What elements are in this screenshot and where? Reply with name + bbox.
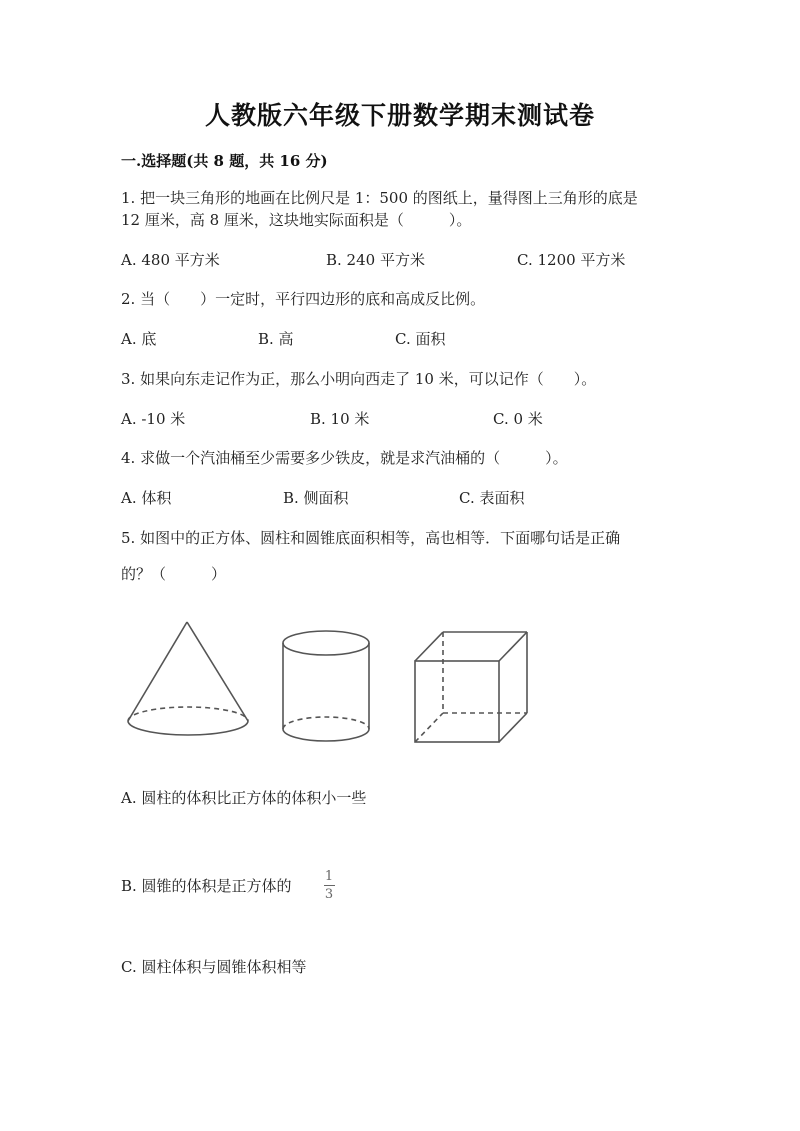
question-3-option-b: B. 10 米 xyxy=(310,410,370,428)
question-1-option-c: C. 1200 平方米 xyxy=(517,251,626,269)
question-3-option-c: C. 0 米 xyxy=(493,410,543,428)
section-heading: 一.选择题(共 8 题，共 16 分) xyxy=(121,152,328,170)
fraction-one-third xyxy=(322,870,336,901)
question-2-option-a: A. 底 xyxy=(121,330,157,348)
question-1-line-1: 1. 把一块三角形的地画在比例尺是 1：500 的图纸上，量得图上三角形的底是 xyxy=(121,189,638,207)
question-5-option-a: A. 圆柱的体积比正方体的体积小一些 xyxy=(121,789,367,807)
question-4-line-1: 4. 求做一个汽油桶至少需要多少铁皮，就是求汽油桶的（ ）。 xyxy=(121,449,568,467)
question-4-option-b: B. 侧面积 xyxy=(283,489,349,507)
question-3-line-1: 3. 如果向东走记作为正，那么小明向西走了 10 米，可以记作（ ）。 xyxy=(121,370,597,388)
question-5-option-c: C. 圆柱体积与圆锥体积相等 xyxy=(121,958,307,976)
question-5-option-b: B. 圆锥的体积是正方体的 xyxy=(121,877,292,895)
cylinder-shape xyxy=(283,631,369,741)
fraction-denominator: 3 xyxy=(324,887,334,902)
question-5-line-2: 的？（ ） xyxy=(121,565,227,583)
question-2-line-1: 2. 当（ ）一定时，平行四边形的底和高成反比例。 xyxy=(121,290,486,308)
fraction-numerator: 1 xyxy=(324,869,334,884)
question-4-option-c: C. 表面积 xyxy=(459,489,525,507)
cone-shape xyxy=(128,622,248,735)
question-2-option-c: C. 面积 xyxy=(395,330,446,348)
fraction-bar xyxy=(324,885,335,886)
question-1-option-a: A. 480 平方米 xyxy=(121,251,220,269)
page-title: 人教版六年级下册数学期末测试卷 xyxy=(204,101,595,130)
question-1-line-2: 12 厘米，高 8 厘米，这块地实际面积是（ ）。 xyxy=(121,211,472,229)
question-3-option-a: A. -10 米 xyxy=(121,410,186,428)
cube-shape xyxy=(415,632,527,742)
question-5-line-1: 5. 如图中的正方体、圆柱和圆锥底面积相等，高也相等．下面哪句话是正确 xyxy=(121,529,621,547)
question-1-option-b: B. 240 平方米 xyxy=(326,251,425,269)
question-4-option-a: A. 体积 xyxy=(121,489,172,507)
question-2-option-b: B. 高 xyxy=(258,330,294,348)
